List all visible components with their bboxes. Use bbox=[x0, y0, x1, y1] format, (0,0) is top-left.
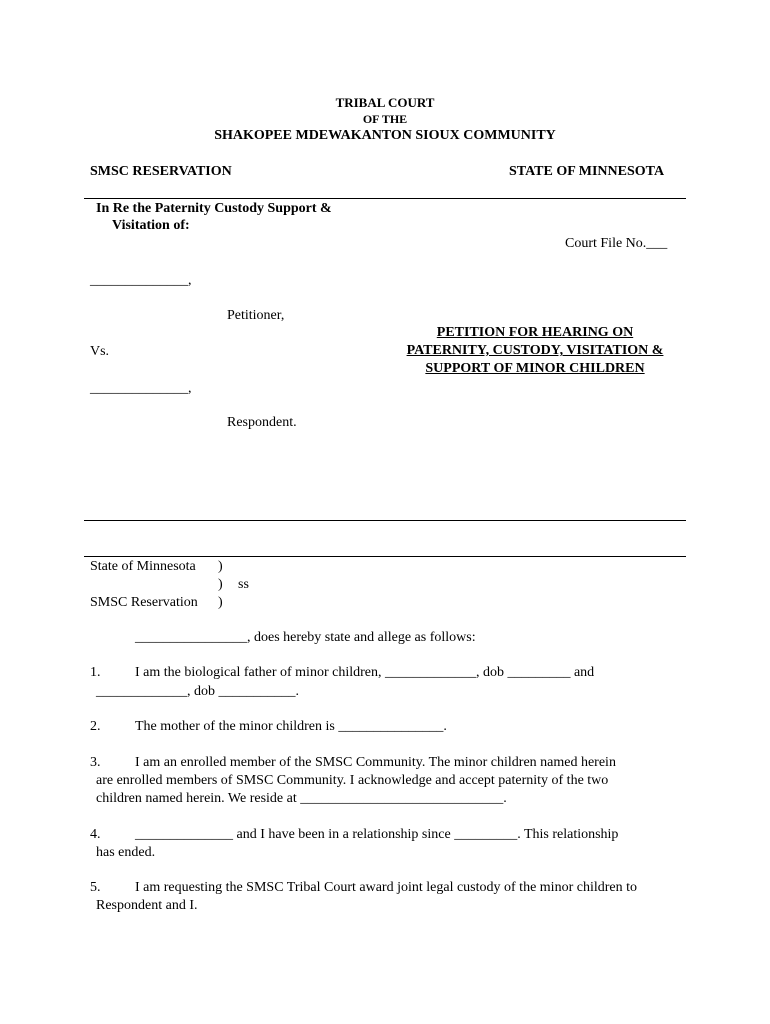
header-rule bbox=[84, 198, 686, 199]
in-re-line2: Visitation of: bbox=[112, 218, 190, 233]
venue-right: STATE OF MINNESOTA bbox=[509, 164, 665, 179]
intro-statement: ________________, does hereby state and allege as follows: bbox=[135, 630, 476, 645]
community-name: SHAKOPEE MDEWAKANTON SIOUX COMMUNITY bbox=[214, 128, 556, 143]
court-file-label: Court File No. bbox=[565, 236, 647, 251]
in-re-line1: In Re the Paternity Custody Support & bbox=[96, 201, 332, 216]
paragraph-2-line1: The mother of the minor children is _______________. bbox=[135, 719, 447, 734]
paragraph-2-number: 2. bbox=[90, 719, 101, 734]
paragraph-1-line1: I am the biological father of minor children, _____________, dob _________ and bbox=[135, 665, 595, 680]
paragraph-3-number: 3. bbox=[90, 755, 101, 770]
petitioner-label: Petitioner, bbox=[227, 308, 285, 323]
paragraph-3-line3: children named herein. We reside at _____________________________. bbox=[96, 791, 507, 806]
petition-title-line3: SUPPORT OF MINOR CHILDREN bbox=[425, 361, 645, 376]
venue-paren-3: ) bbox=[218, 595, 223, 610]
venue-left: SMSC RESERVATION bbox=[90, 164, 232, 179]
paragraph-3-line1: I am an enrolled member of the SMSC Community. The minor children named herein bbox=[135, 755, 616, 770]
respondent-blank: ______________, bbox=[90, 381, 192, 396]
versus-label: Vs. bbox=[90, 344, 110, 359]
petition-title-line2: PATERNITY, CUSTODY, VISITATION & bbox=[406, 343, 664, 358]
caption-rule-2 bbox=[84, 556, 686, 557]
venue-state: State of Minnesota bbox=[90, 559, 196, 574]
venue-reservation: SMSC Reservation bbox=[90, 595, 198, 610]
paragraph-1-line2: _____________, dob ___________. bbox=[96, 684, 299, 699]
paragraph-5-line2: Respondent and I. bbox=[96, 898, 198, 913]
venue-paren-2: ) bbox=[218, 577, 223, 592]
paragraph-4-line2: has ended. bbox=[96, 845, 156, 860]
paragraph-3-line2: are enrolled members of SMSC Community. I acknowledge and accept paternity of the two bbox=[96, 773, 609, 788]
paragraph-4-line1: ______________ and I have been in a relationship since _________. This relationship bbox=[135, 827, 619, 842]
court-file-number bbox=[565, 236, 667, 252]
respondent-label: Respondent. bbox=[227, 415, 297, 430]
paragraph-5-line1: I am requesting the SMSC Tribal Court award joint legal custody of the minor children to bbox=[135, 880, 637, 895]
paragraph-4-number: 4. bbox=[90, 827, 101, 842]
court-of-the: OF THE bbox=[362, 112, 408, 126]
venue-ss: ss bbox=[238, 577, 249, 592]
court-file-blank: ___ bbox=[646, 236, 668, 251]
petitioner-blank: ______________, bbox=[90, 273, 192, 288]
venue-paren-1: ) bbox=[218, 559, 223, 574]
paragraph-1-number: 1. bbox=[90, 665, 101, 680]
petition-title-line1: PETITION FOR HEARING ON bbox=[436, 325, 634, 340]
paragraph-5-number: 5. bbox=[90, 880, 101, 895]
court-name: TRIBAL COURT bbox=[335, 95, 435, 110]
caption-rule-1 bbox=[84, 520, 686, 521]
